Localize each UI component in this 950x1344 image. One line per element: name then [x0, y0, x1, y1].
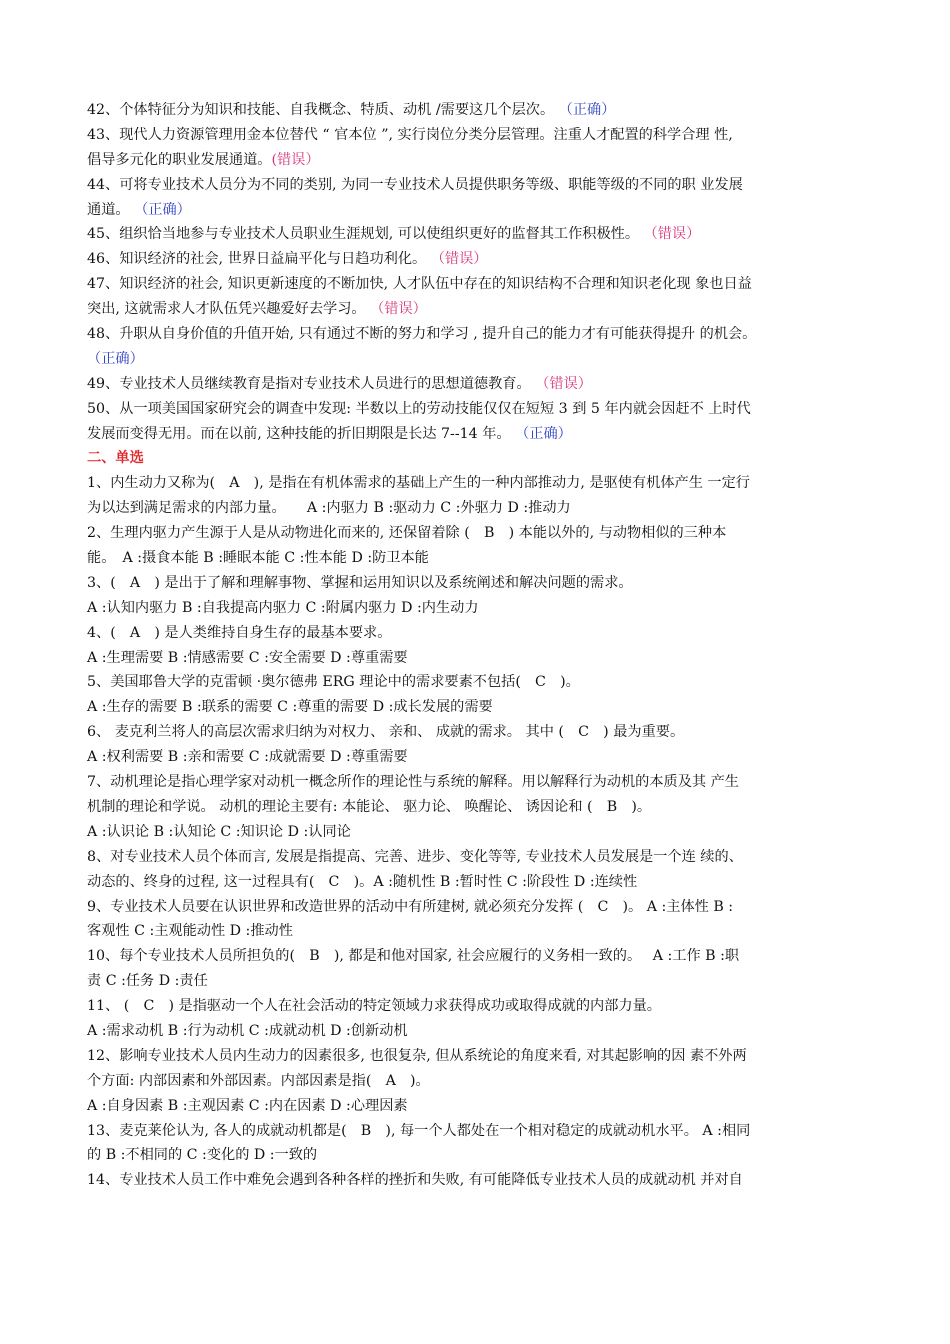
- answer-correct-mark: （正确）: [515, 425, 572, 442]
- line-text: 发展而变得无用。而在以前, 这种技能的折旧期限是长达 7--14 年。: [87, 425, 516, 442]
- text-line: [87, 546, 867, 571]
- answer-correct-mark: （正确）: [134, 201, 191, 218]
- text-line: [87, 621, 867, 646]
- line-text: 47、知识经济的社会, 知识更新速度的不断加快, 人才队伍中存在的知识结构不合理和知识老化现 象也日益: [87, 276, 752, 293]
- text-line: [87, 820, 867, 845]
- text-line: [87, 123, 867, 148]
- text-line: [87, 247, 867, 272]
- line-text: 7、动机理论是指心理学家对动机一概念所作的理论性与系统的解释。用以解释行为动机的本质及其 产生: [87, 774, 739, 791]
- line-text: 的 B :不相同的 C :变化的 D :一致的: [87, 1147, 318, 1164]
- line-text: 4、( A ) 是人类维持自身生存的最基本要求。: [87, 624, 392, 641]
- text-line: [87, 994, 867, 1019]
- section-heading: [87, 446, 867, 471]
- line-text: 14、专业技术人员工作中难免会遇到各种各样的挫折和失败, 有可能降低专业技术人员的成就动机 并对自: [87, 1172, 743, 1189]
- answer-correct-mark: （正确）: [558, 102, 616, 118]
- answer-wrong-mark: (错误）: [271, 151, 320, 168]
- answer-correct-mark: （正确）: [87, 350, 144, 367]
- text-line: [87, 422, 867, 447]
- line-text: 44、可将专业技术人员分为不同的类别, 为同一专业技术人员提供职务等级、职能等级的不同的职 业发展: [87, 176, 743, 193]
- line-text: 个方面: 内部因素和外部因素。内部因素是指( A )。: [87, 1072, 430, 1089]
- line-text: A :自身因素 B :主观因素 C :内在因素 D :心理因素: [87, 1097, 408, 1114]
- line-text: A :认识论 B :认知论 C :知识论 D :认同论: [87, 823, 351, 840]
- text-line: [87, 347, 867, 372]
- line-text: 8、对专业技术人员个体而言, 发展是指提高、完善、进步、变化等等, 专业技术人员发展是一个连 续的、: [87, 848, 743, 865]
- text-line: [87, 372, 867, 397]
- text-line: [87, 969, 867, 994]
- line-text: 50、从一项美国国家研究会的调查中发现: 半数以上的劳动技能仅仅在短短 3 到 5 年内就会因赶不 上时代: [87, 400, 751, 417]
- text-line: [87, 1168, 867, 1193]
- line-text: 为以达到满足需求的内部力量。 A :内驱力 B :驱动力 C :外驱力 D :推动力: [87, 500, 571, 517]
- text-line: [87, 272, 867, 297]
- text-line: [87, 198, 867, 223]
- text-line: [87, 1094, 867, 1119]
- text-line: [87, 496, 867, 521]
- text-line: [87, 1019, 867, 1044]
- answer-wrong-mark: （错误）: [430, 251, 488, 268]
- answer-wrong-mark: （错误）: [535, 375, 592, 392]
- line-text: 1、内生动力又称为( A ), 是指在有机体需求的基础上产生的一种内部推动力, 是驱使有机体产生 一定行: [87, 475, 750, 492]
- text-line: [87, 1119, 867, 1144]
- line-text: 46、知识经济的社会, 世界日益扁平化与日趋功利化。: [87, 251, 431, 268]
- line-text: 能。 A :摄食本能 B :睡眠本能 C :性本能 D :防卫本能: [87, 550, 429, 567]
- line-text: A :生理需要 B :情感需要 C :安全需要 D :尊重需要: [87, 649, 408, 666]
- text-line: [87, 471, 867, 496]
- text-line: [87, 222, 867, 247]
- line-text: A :需求动机 B :行为动机 C :成就动机 D :创新动机: [87, 1022, 408, 1039]
- text-line: [87, 1069, 867, 1094]
- line-text: 9、专业技术人员要在认识世界和改造世界的活动中有所建树, 就必须充分发挥 ( C )。 A :主体性 B :: [87, 898, 734, 915]
- line-text: 13、麦克莱伦认为, 各人的成就动机都是( B ), 每一个人都处在一个相对稳定的成就动机水平。 A :相同: [87, 1122, 751, 1139]
- line-text: 动态的、终身的过程, 这一过程具有( C )。A :随机性 B :暂时性 C :阶段性 D :连续性: [87, 873, 638, 890]
- line-text: 机制的理论和学说。 动机的理论主要有: 本能论、 驱力论、 唤醒论、 诱因论和 ( B )。: [87, 798, 652, 815]
- answer-wrong-mark: （错误）: [370, 301, 427, 318]
- text-line: [87, 795, 867, 820]
- text-line: [87, 322, 867, 347]
- text-line: [87, 397, 867, 422]
- line-text: A :权利需要 B :亲和需要 C :成就需要 D :尊重需要: [87, 749, 408, 766]
- text-line: [87, 521, 867, 546]
- text-line: [87, 646, 867, 671]
- line-text: 43、现代人力资源管理用金本位替代 “ 官本位 ”, 实行岗位分类分层管理。注重人才配置的科学合理 性,: [87, 126, 733, 143]
- text-line: [87, 98, 867, 123]
- line-text: 49、专业技术人员继续教育是指对专业技术人员进行的思想道德教育。: [87, 375, 536, 392]
- text-line: [87, 745, 867, 770]
- line-text: 10、每个专业技术人员所担负的( B ), 都是和他对国家, 社会应履行的义务相一致的。 A :工作 B :职: [87, 948, 740, 965]
- line-text: 2、生理内驱力产生源于人是从动物进化而来的, 还保留着除 ( B ) 本能以外的, 与动物相似的三种本: [87, 525, 727, 542]
- line-text: 通道。: [87, 201, 135, 218]
- text-line: [87, 895, 867, 920]
- document-page: [87, 98, 867, 1193]
- line-text: A :认知内驱力 B :自我提高内驱力 C :附属内驱力 D :内生动力: [87, 599, 479, 616]
- line-text: 3、( A ) 是出于了解和理解事物、掌握和运用知识以及系统阐述和解决问题的需求。: [87, 574, 633, 591]
- text-line: [87, 670, 867, 695]
- text-line: [87, 944, 867, 969]
- text-line: [87, 596, 867, 621]
- line-text: 6、 麦克利兰将人的高层次需求归纳为对权力、 亲和、 成就的需求。 其中 ( C ) 最为重要。: [87, 724, 685, 741]
- line-text: A :生存的需要 B :联系的需要 C :尊重的需要 D :成长发展的需要: [87, 699, 493, 716]
- text-line: [87, 148, 867, 173]
- text-line: [87, 720, 867, 745]
- line-text: 二、单选: [87, 450, 144, 467]
- text-line: [87, 297, 867, 322]
- line-text: 5、美国耶鲁大学的克雷顿 ·奥尔德弗 ERG 理论中的需求要素不包括( C )。: [87, 674, 580, 691]
- line-text: 12、影响专业技术人员内生动力的因素很多, 也很复杂, 但从系统论的角度来看, 对其起影响的因 素不外两: [87, 1047, 747, 1064]
- line-text: 责 C :任务 D :责任: [87, 973, 208, 990]
- line-text: 48、升职从自身价值的升值开始, 只有通过不断的努力和学习 , 提升自己的能力才有可能获得提升 的机会。: [87, 326, 757, 343]
- line-text: 倡导多元化的职业发展通道。: [87, 151, 272, 168]
- text-line: [87, 571, 867, 596]
- line-text: 客观性 C :主观能动性 D :推动性: [87, 923, 293, 940]
- line-text: 45、组织恰当地参与专业技术人员职业生涯规划, 可以使组织更好的监督其工作积极性。: [87, 226, 644, 243]
- line-text: 11、 ( C ) 是指驱动一个人在社会活动的特定领域力求获得成功或取得成就的内部力量。: [87, 998, 661, 1015]
- text-line: [87, 1143, 867, 1168]
- text-line: [87, 1044, 867, 1069]
- line-text: 42、个体特征分为知识和技能、自我概念、特质、动机 /需要这几个层次。: [87, 102, 559, 118]
- text-line: [87, 870, 867, 895]
- text-line: [87, 695, 867, 720]
- text-line: [87, 173, 867, 198]
- answer-wrong-mark: （错误）: [643, 226, 701, 243]
- text-line: [87, 845, 867, 870]
- text-line: [87, 919, 867, 944]
- line-text: 突出, 这就需求人才队伍凭兴趣爱好去学习。: [87, 301, 371, 318]
- text-line: [87, 770, 867, 795]
